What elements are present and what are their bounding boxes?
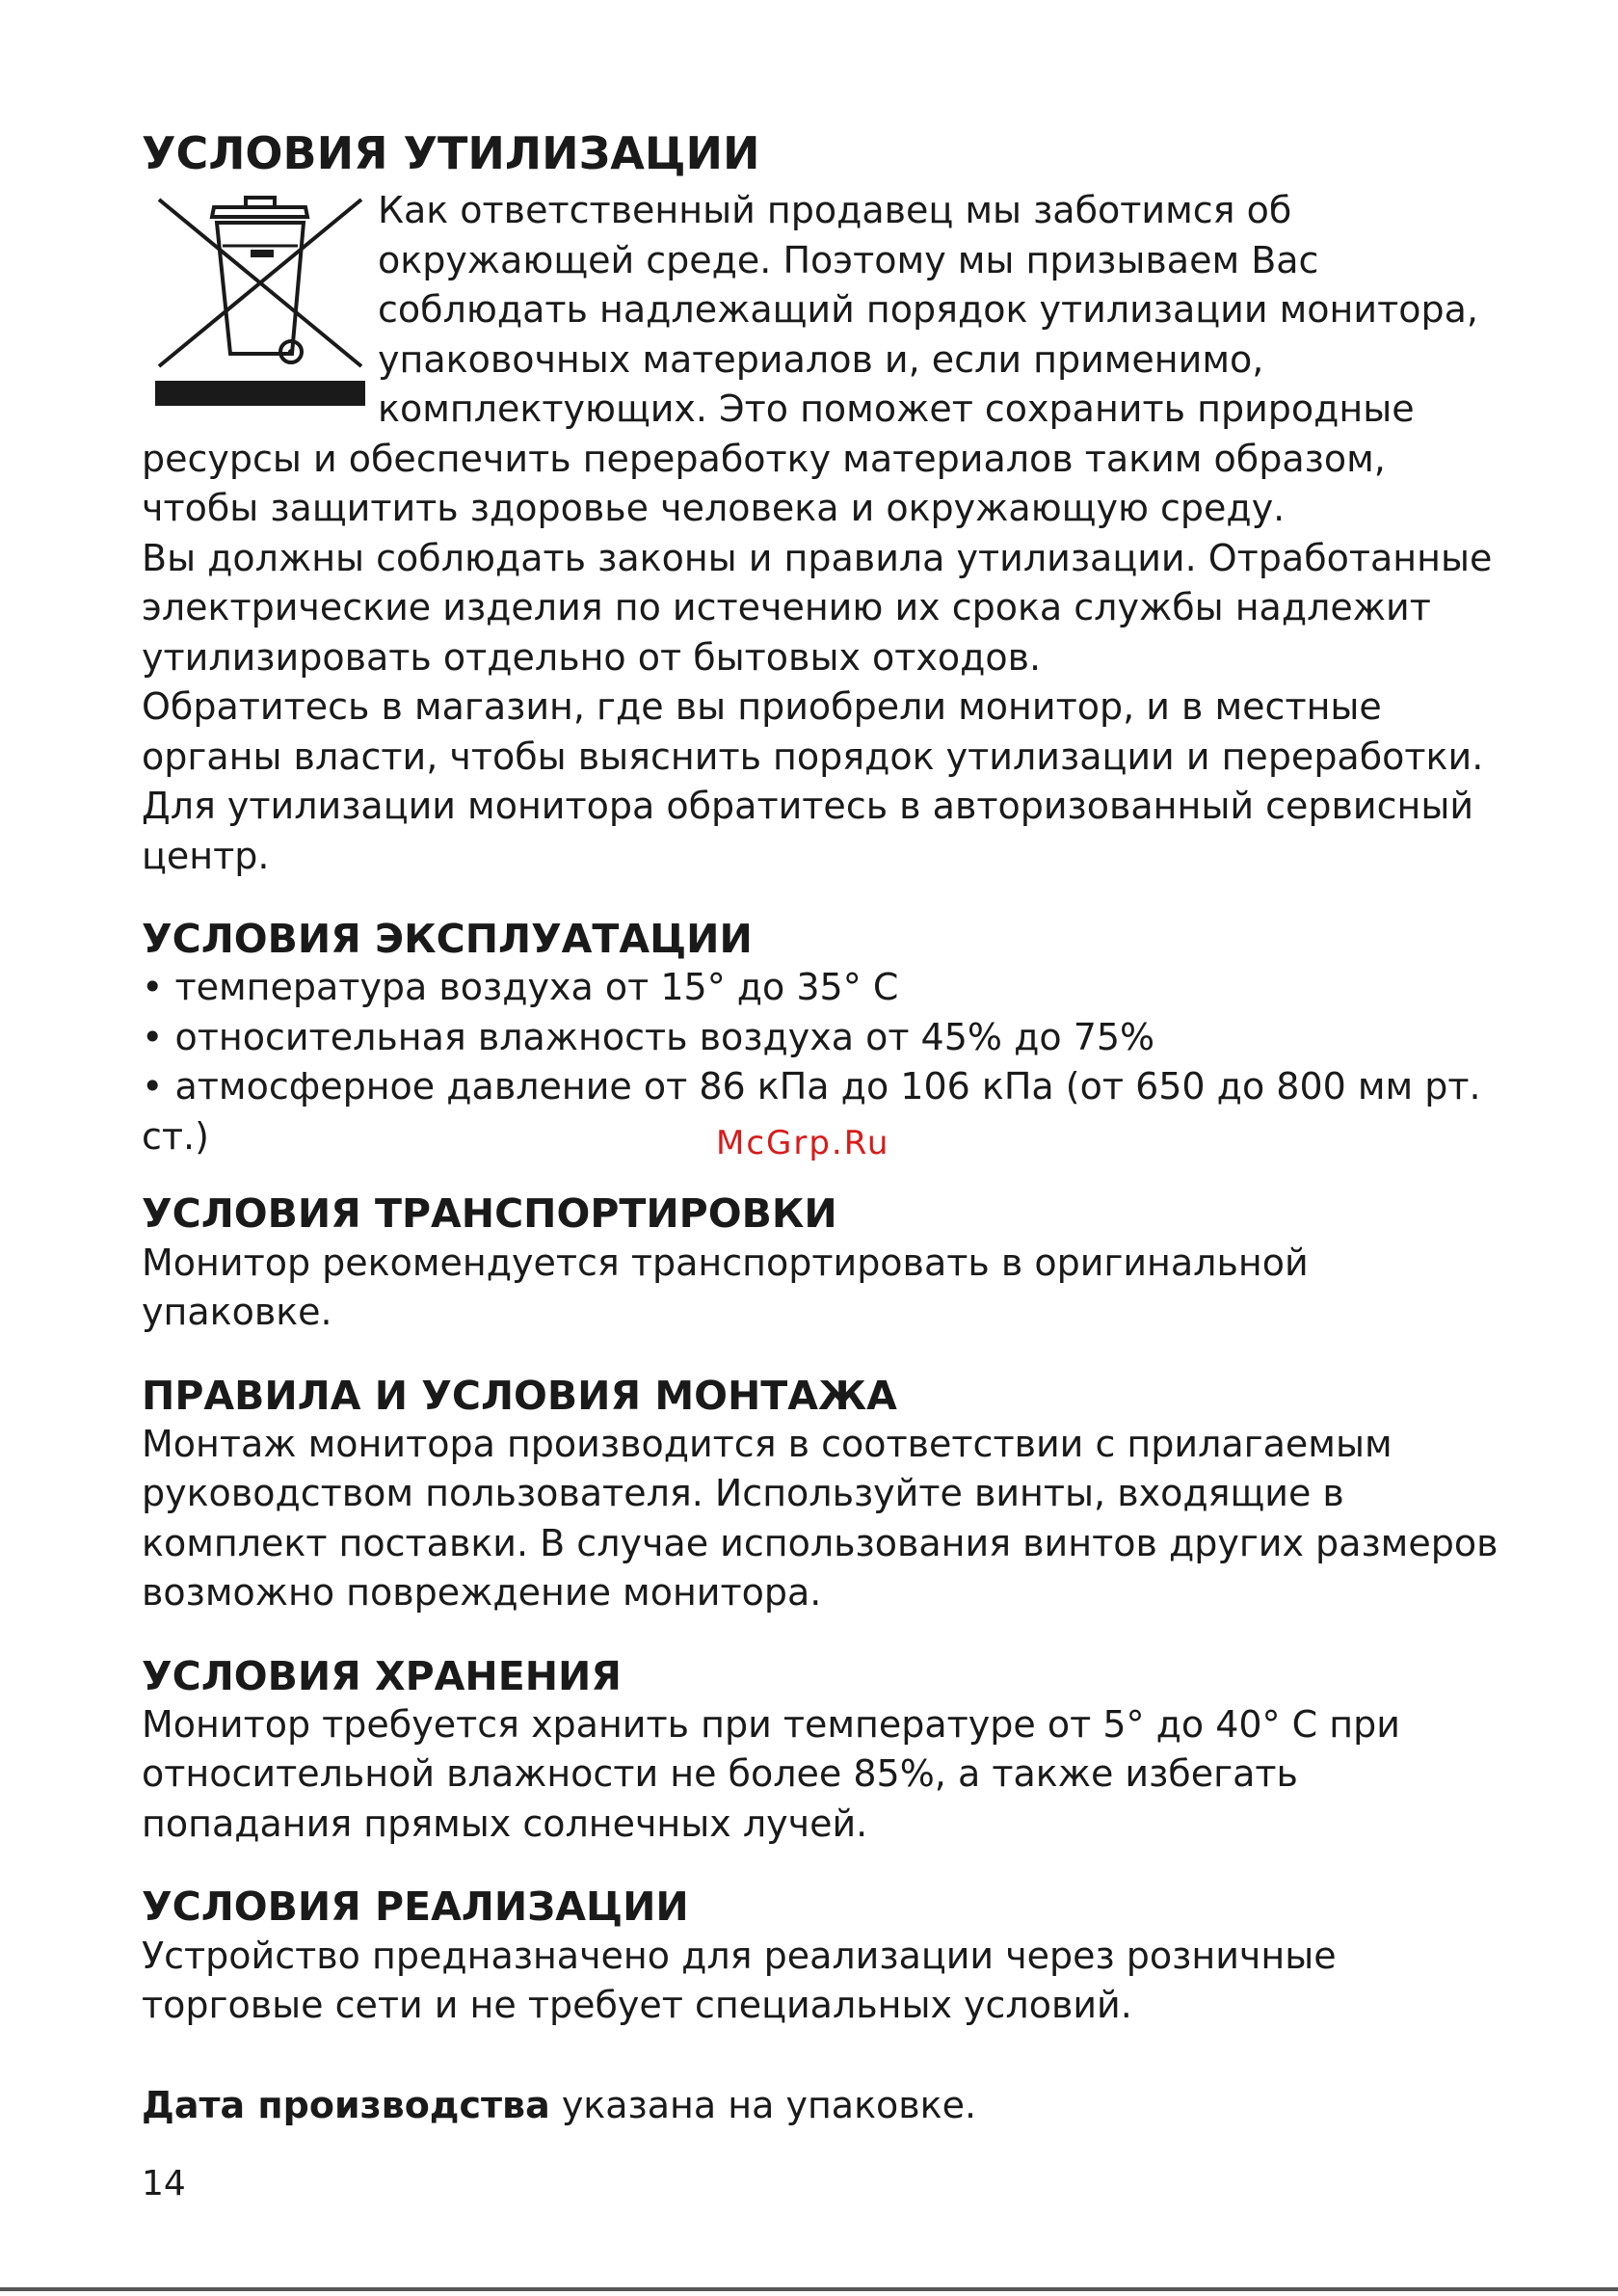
transport-section — [142, 1190, 1510, 1337]
transport-text: Монитор рекомендуется транспортировать в оригинальной упаковке. — [142, 1241, 1309, 1334]
operation-title: УСЛОВИЯ ЭКСПЛУАТАЦИИ — [142, 916, 753, 963]
sales-text: Устройство предназначено для реализации через розничные торговые сети и не требует специальных условий. — [142, 1934, 1337, 2027]
mounting-title: ПРАВИЛА И УСЛОВИЯ МОНТАЖА — [142, 1372, 897, 1419]
list-item: • относительная влажность воздуха от 45% до 75% — [142, 1015, 1155, 1058]
sales-title: УСЛОВИЯ РЕАЛИЗАЦИИ — [142, 1883, 689, 1931]
production-date-note — [142, 2081, 1510, 2131]
production-date-text: указана на упаковке. — [549, 2083, 977, 2126]
storage-text: Монитор требуется хранить при температуре от 5° до 40° С при относительной влажности не более 85%, а также избегать попадания прямых солнечных лучей. — [142, 1702, 1400, 1845]
disposal-paragraph-4: Для утилизации монитора обратитесь в авторизованный сервисный центр. — [142, 785, 1474, 877]
disposal-section — [142, 186, 1510, 881]
sales-section — [142, 1883, 1510, 2030]
storage-section — [142, 1653, 1510, 1850]
list-item: • температура воздуха от 15° до 35° С — [142, 966, 899, 1009]
watermark: McGrp.Ru — [716, 1124, 890, 1162]
disposal-paragraph-3: Обратитесь в магазин, где вы приобрели монитор, и в местные органы власти, чтобы выяснить порядок утилизации и переработки. — [142, 685, 1484, 778]
disposal-paragraph-1: Как ответственный продавец мы заботимся об окружающей среде. Поэтому мы призываем Вас соблюдать надлежащий порядок утилизации монитора, упаковочных материалов и, если применимо, комплектующих. Это поможет сохранить природные ресурсы и обеспечить переработку материалов таким образом, чтобы защитить здоровье человека и окружающую среду. — [142, 189, 1478, 530]
mounting-text: Монтаж монитора производится в соответствии с прилагаемым руководством пользователя. Используйте винты, входящие в комплект поставки. В случае использования винтов других размеров возможно повреждение монитора. — [142, 1422, 1499, 1615]
list-item: • атмосферное давление от 86 кПа до 106 кПа (от 650 до 800 мм рт. ст.) — [142, 1065, 1481, 1158]
storage-title: УСЛОВИЯ ХРАНЕНИЯ — [142, 1652, 622, 1699]
transport-title: УСЛОВИЯ ТРАНСПОРТИРОВКИ — [142, 1190, 837, 1238]
page-number: 14 — [142, 2164, 186, 2203]
mounting-section — [142, 1373, 1510, 1618]
disposal-paragraph-2: Вы должны соблюдать законы и правила утилизации. Отработанные электрические изделия по истечению их срока службы надлежит утилизировать отдельно от бытовых отходов. — [142, 536, 1493, 679]
bottom-divider — [0, 2287, 1618, 2291]
disposal-title: УСЛОВИЯ УТИЛИЗАЦИИ — [142, 127, 760, 179]
crossed-out-bin-icon — [142, 188, 378, 419]
production-date-label: Дата производства — [142, 2083, 550, 2126]
